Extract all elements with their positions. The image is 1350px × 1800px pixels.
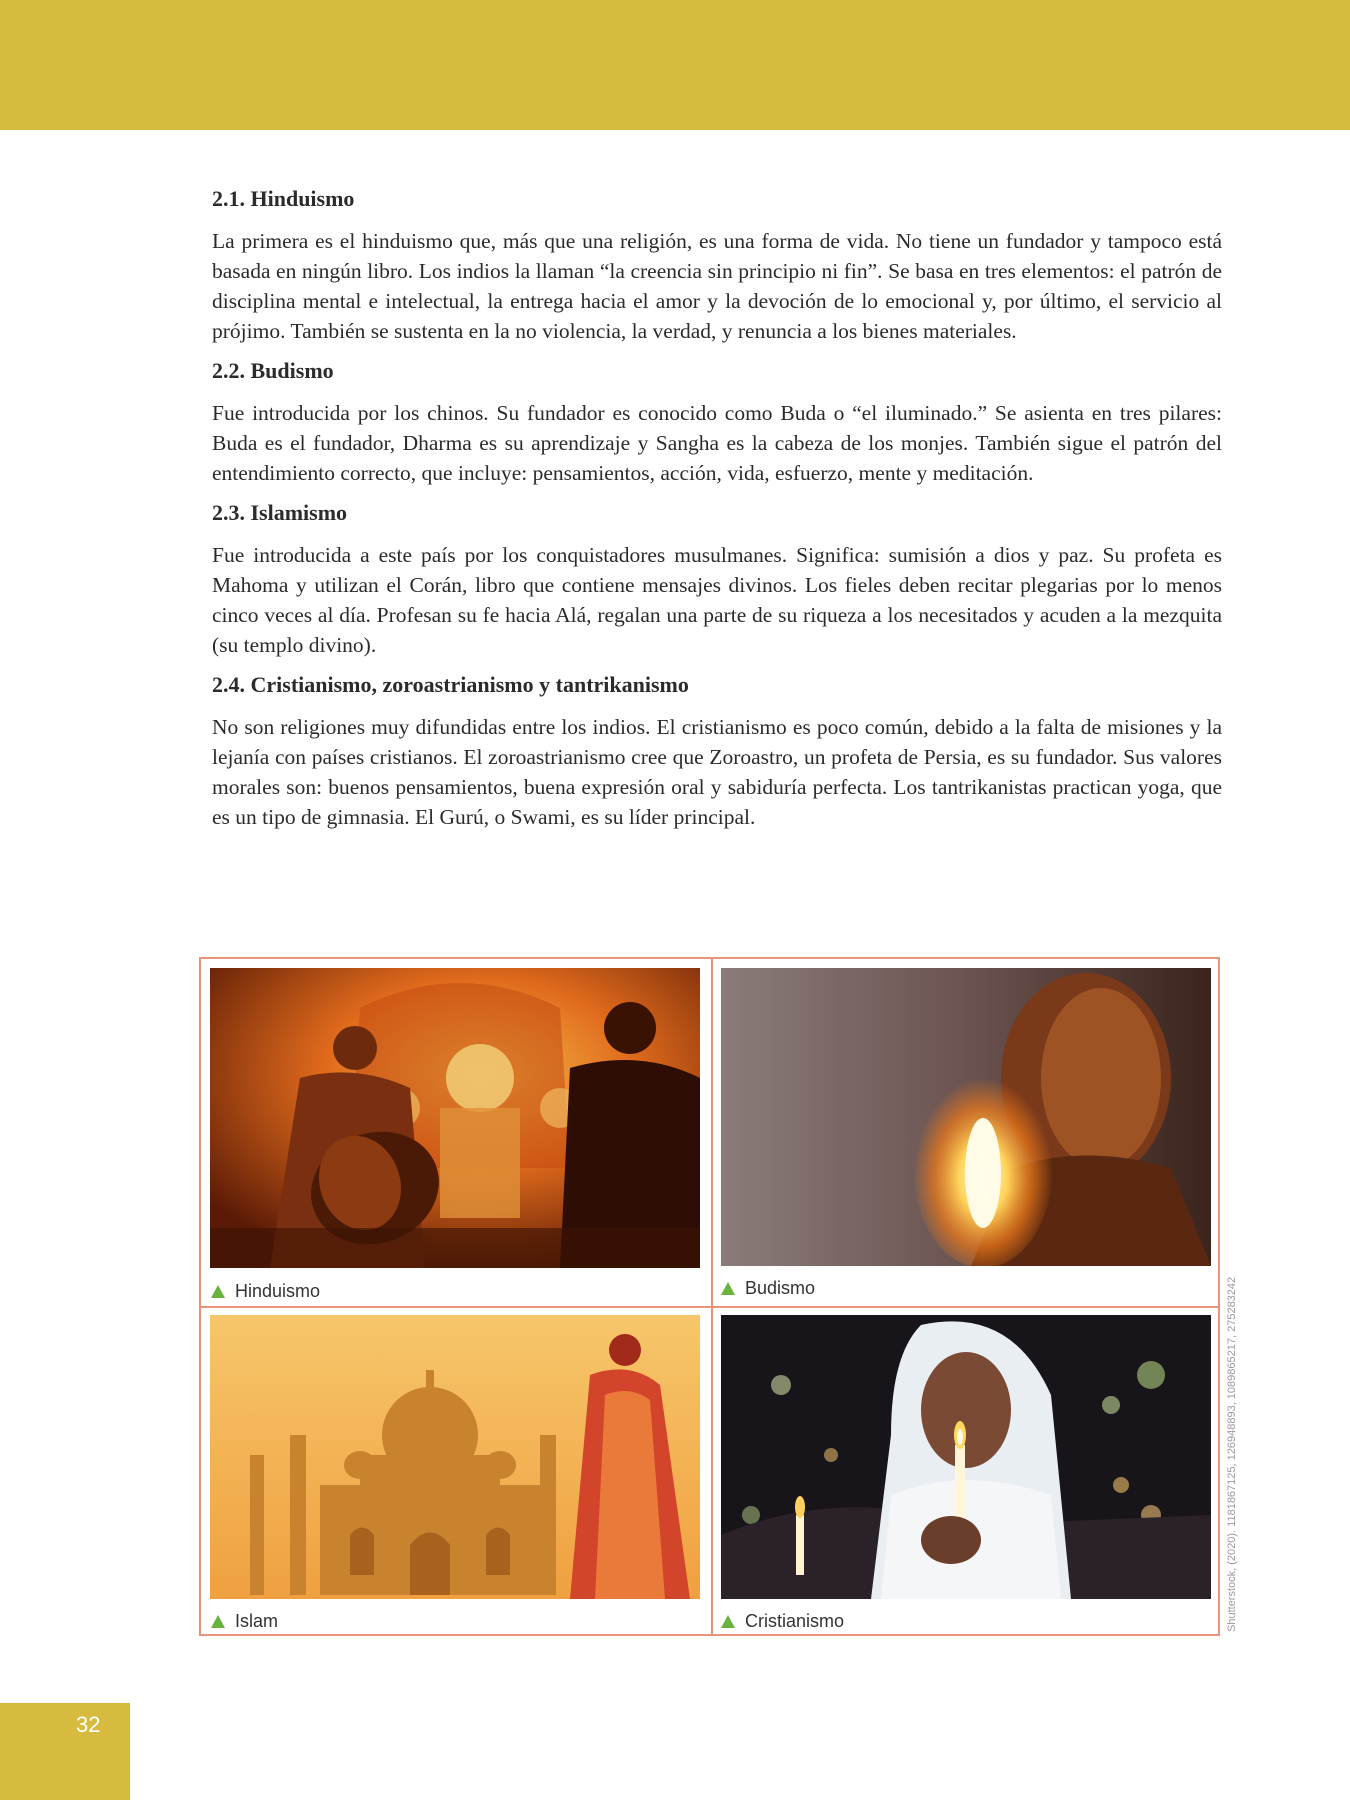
section-paragraph: La primera es el hinduismo que, más que una religión, es una forma de vida. No tiene un fundador y tampoco está basada en ningún libro. Los indios la llaman “la creencia sin principio ni fin”. Se basa en tres elementos: el patrón de disciplina mental e intelectual, la entrega hacia el amor y la devoción de lo emocional y, por último, el servicio al prójimo. También se sustenta en la no violencia, la verdad, y renuncia a los bienes materiales. xyxy=(212,229,1222,343)
section-paragraph: Fue introducida a este país por los conquistadores musulmanes. Significa: sumisión a dios y paz. Su profeta es Mahoma y utilizan el Corán, libro que contiene mensajes divinos. Los fieles deben recitar plegarias por lo menos cinco veces al día. Profesan su fe hacia Alá, regalan una parte de su riqueza a los necesitados y acuden a la mezquita (su templo divino). xyxy=(212,543,1222,657)
section-paragraph: No son religiones muy difundidas entre los indios. El cristianismo es poco común, debido a la falta de misiones y la lejanía con países cristianos. El zoroastrianismo cree que Zoroastro, un profeta de Persia, es su fundador. Sus valores morales son: buenos pensamientos, buena expresión oral y sabiduría perfecta. Los tantrikanistas practican yoga, que es un tipo de gimnasia. El Gurú, o Swami, es su líder principal. xyxy=(212,715,1222,829)
caption-triangle-icon xyxy=(721,1282,735,1295)
photo-gallery xyxy=(199,957,1220,1636)
page-number-tab xyxy=(0,1703,130,1800)
section-heading: 2.3. Islamismo xyxy=(212,500,348,525)
christianity-photo xyxy=(721,1315,1211,1599)
caption-cristianismo xyxy=(721,1611,844,1632)
islam-illustration xyxy=(210,1315,700,1599)
section-budismo xyxy=(212,358,1222,488)
gallery-divider-horizontal xyxy=(201,1306,1218,1308)
caption-label: Islam xyxy=(235,1611,279,1631)
gallery-divider-vertical xyxy=(711,959,713,1634)
caption-islam xyxy=(211,1611,278,1632)
header-band xyxy=(0,0,1350,130)
caption-triangle-icon xyxy=(211,1615,225,1628)
photo-credit: Shutterstock, (2020). 1181867125, 126948893, 1089865217, 275283242 xyxy=(1226,1276,1238,1632)
caption-triangle-icon xyxy=(211,1285,225,1298)
section-heading: 2.2. Budismo xyxy=(212,358,334,383)
christianity-illustration xyxy=(721,1315,1211,1599)
section-paragraph: Fue introducida por los chinos. Su fundador es conocido como Buda o “el iluminado.” Se asienta en tres pilares: Buda es el fundador, Dharma es su aprendizaje y Sangha es la cabeza de los monjes. También sigue el patrón del entendimiento correcto, que incluye: pensamientos, acción, vida, esfuerzo, mente y meditación. xyxy=(212,401,1222,485)
section-hinduismo xyxy=(212,186,1222,346)
caption-budismo xyxy=(721,1278,815,1299)
caption-hinduismo xyxy=(211,1281,320,1302)
caption-label: Budismo xyxy=(745,1278,816,1298)
page-number: 32 xyxy=(76,1712,101,1737)
hinduism-illustration xyxy=(210,968,700,1268)
section-heading: 2.1. Hinduismo xyxy=(212,186,355,211)
islam-photo xyxy=(210,1315,700,1599)
buddhism-photo xyxy=(721,968,1211,1266)
section-heading: 2.4. Cristianismo, zoroastrianismo y tantrikanismo xyxy=(212,672,689,697)
caption-label: Hinduismo xyxy=(235,1281,321,1301)
buddhism-illustration xyxy=(721,968,1211,1266)
hinduism-photo xyxy=(210,968,700,1268)
main-content xyxy=(212,186,1222,844)
section-islamismo xyxy=(212,500,1222,660)
caption-label: Cristianismo xyxy=(745,1611,845,1631)
caption-triangle-icon xyxy=(721,1615,735,1628)
section-cristianismo xyxy=(212,672,1222,832)
